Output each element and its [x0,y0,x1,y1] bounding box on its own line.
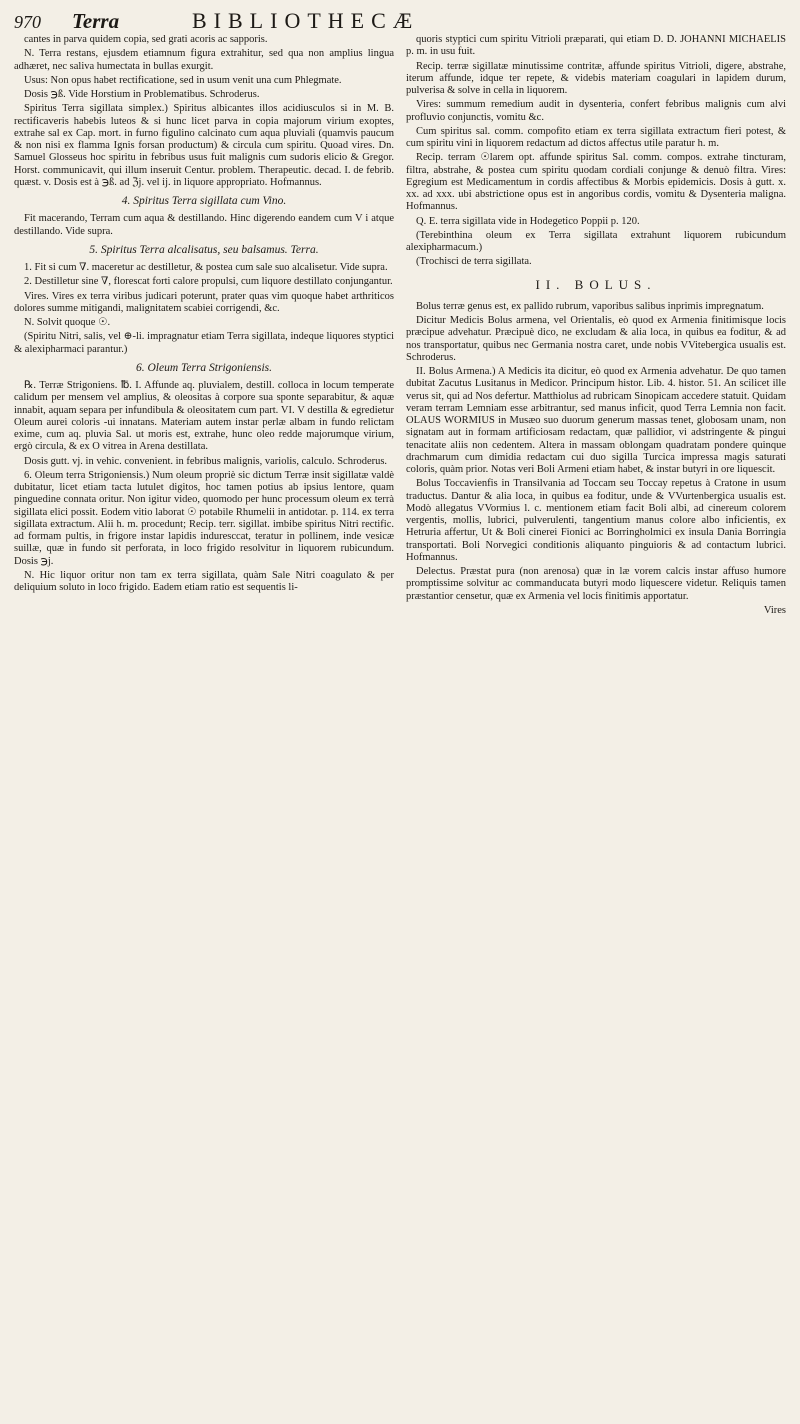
running-header [14,8,786,34]
paragraph: N. Solvit quoque ☉. [24,317,111,328]
paragraph: Dosis ℈ß. Vide Horstium in Problematibus. Schroderus. [24,89,260,100]
section-heading: II. BOLUS. [535,276,657,292]
paragraph: II. Bolus Armena.) A Medicis ita dicitur, eò quod ex Armenia advehatur. De quo tamen dubitat Zacutus Lusitanus in Medicor. Principum histor. Lib. 4. histor. 51. An scilicet ille verus sit, qui ad Nos defertur. Matthiolus ad rubricam Sinopicam accedere statuit. Quidam veram terram Lemniam esse arbitrantur, sed manus inficit, quod Terra Lemnia non facit. OLAUS WORMIUS in Musæo suo duorum generum massas tenet, globosam unam, non signatam aut in formam artificiosam redactam, quæ pallidior, vi adstringente & pingui tenacitate aliis non cedentem. Altera in massam oblongam quadratam pondere quinque drachmarum cum dimidia redactam cui duo sigilla Turcica impressa magis saturati coloris, quàm prior. Notas veri Boli Armeni etiam habet, & instar butyri in ore liquescit. [406,366,786,475]
paragraph: Bolus Toccavienfis in Transilvania ad Toccam seu Toccay repetus à Cratone in usum traductus. Dantur & alia loca, in quibus ea foditur, unde & VVurtenbergica usualis est. Modò allegatus VVormius l. c. mentionem etiam facit Boli albi, ad cinereum colorem vergentis, mollis, lubrici, pulverulenti, tangentium manus colore albo inficientis, ex Hetruria affertur, Ut & Boli cinerei Fionici ac Borringholmici ex insula Dania Borringia transportati. Boli Norvegici conditionis aliquanto pinguioris & ad contactum lubrici. Hofmannus. [406,478,786,563]
left-column [14,34,394,1414]
paragraph: Fit macerando, Terram cum aqua & destillando. Hinc digerendo eandem cum V i atque destillando. Vide supra. [14,213,394,237]
paragraph: Q. E. terra sigillata vide in Hodegetico Poppii p. 120. [416,215,640,227]
paragraph: Vires: summum remedium audit in dysenteria, confert febribus malignis cum alvi profluvio conjunctis, vomitu &c. [406,99,786,123]
running-title: BIBLIOTHECÆ [192,8,420,33]
page-number: 970 [14,12,41,32]
paragraph: (Terebinthina oleum ex Terra sigillata extrahunt liquorem rubicundum alexipharmacum.) [406,229,786,253]
paragraph: quoris styptici cum spiritu Vitrioli præparati, qui etiam D. D. JOHANNI MICHAELIS p. m. in usu fuit. [406,34,786,58]
catchword: Vires [763,604,786,616]
paragraph: Dicitur Medicis Bolus armena, vel Orientalis, eò quod ex Armenia finitimisque locis præcipue advehatur. Præcipuè dico, ne excludam & alia loca, in quibus ea foditur, & ad nos transportatur, quibus nec Germania nostra caret, unde nobis VVitebergica usualis est. Schroderus. [406,315,786,363]
paragraph: Usus: Non opus habet rectificatione, sed in usum venit una cum Phlegmate. [24,74,342,86]
paragraph: Dosis gutt. vj. in vehic. convenient. in febribus malignis, variolis, calculo. Schroderus. [24,455,388,467]
paragraph: Recip. terram ☉larem opt. affunde spiritus Sal. comm. compos. extrahe tincturam, filtra, abstrahe, & postea cum spiritu quodam cordiali conjunge & denuò filtra. Vires: Egregium est Medicamentum in cordis affectibus & Morbis epidemicis. Dosis à gutt. x. xx. ad xxx. ubi abstrictione opus est in angoribus cordis, vomitu & Dysenteria maligna. Hofmannus. [406,152,786,213]
section-heading: 5. Spiritus Terra alcalisatus, seu balsamus. Terra. [89,243,319,256]
paragraph: 1. Fit si cum ∇. maceretur ac destilletur, & postea cum sale suo alcalisetur. Vide supra. [24,262,388,273]
paragraph: Spiritus Terra sigillata simplex.) Spiritus albicantes illos acidiusculos si in M. B. rectificaveris habebis luteos & si hunc licet parva in copia majorum virium exoptes, extrahe sal ex Cap. mort. in furno figulino calcinato cum aqua pluviali (quamvis paucum & non nisi ex flamma Ignis forsan productum) & circula cum spiritu. Quoad vires. Dn. Samuel Glosseus hoc spiritu in febribus usus fuit malignis cum sudoris elicio & Gregor. Horst. communicavit, qui illum inseruit Centur. problem. Therapeutic. decad. I. de febrib. quæst. v. Dosis est à ℈ß. ad ℨj. vel ij. in liquore appropriato. Hofmannus. [14,103,394,188]
paragraph: N. Hic liquor oritur non tam ex terra sigillata, quàm Sale Nitri coagulato & per deliquium soluto in loco frigido. Eadem etiam ratio est sequentis li- [14,569,394,593]
text-columns [14,34,786,1414]
paragraph: Bolus terræ genus est, ex pallido rubrum, vaporibus salibus inprimis impregnatum. [416,300,764,312]
running-word: Terra [72,9,120,33]
paragraph: Cum spiritus sal. comm. compofito etiam ex terra sigillata extractum fieri potest, & cum spiritu vini in liquorem redactum ad dictos affectus utile paratur h. m. [406,125,786,149]
paragraph: Delectus. Præstat pura (non arenosa) quæ in læ vorem calcis instar affuso humore promptissime solvitur ac commanducata butyri modo liquescere videtur. Reliquis tamen præstantior censetur, quæ ex Armenia vel locis finitimis apportatur. [406,566,786,602]
paragraph: N. Terra restans, ejusdem etiamnum figura extrahitur, sed qua non amplius lingua adhæret, nec saliva humectata in bullas exurgit. [14,48,394,72]
paragraph: cantes in parva quidem copia, sed grati acoris ac sapporis. [24,34,268,45]
paragraph: (Trochisci de terra sigillata. [416,256,532,268]
paragraph: 2. Destilletur sine ∇, florescat forti calore propulsi, cum liquore destillato conjungantur. [24,276,393,288]
paragraph: ℞. Terræ Strigoniens. ℔. I. Affunde aq. pluvialem, destill. colloca in locum temperate calidum per mensem vel amplius, & oleositas à corpore sua sponte separabitur, & aquæ innabit, aquam separa per infundibula & oleositatem cum part. VI. V destilla & egredietur Oleum aurei coloris -ui innatans. Materiam autem instar perlæ albam in fundo relictam exime, cum aq. pluvia Sal. ut moris est, extrahe, hunc oleo redde majorumque virium, ergò circula, & ex O vitrea in Arena destillata. [14,380,394,453]
paragraph: Recip. terræ sigillatæ minutissime contritæ, affunde spiritus Vitrioli, digere, abstrahe, iterum affunde, idque ter repete, & videbis materiam coagulari in lapidem durum, pulverisa & solve in cella in liquorem. [406,60,786,96]
section-heading: 4. Spiritus Terra sigillata cum Vino. [121,195,287,207]
paragraph: Vires. Vires ex terra viribus judicari poterunt, prater quas vim quoque habet arthriticos dolores summe mitigandi, malignitatem scabiei corrigendi, &c. [14,290,394,314]
right-column [406,34,786,1414]
paragraph: 6. Oleum terra Strigoniensis.) Num oleum propriè sic dictum Terræ insit sigillatæ valdè dubitatur, licet etiam tacta lutulet digitos, hoc tamen potius ab ipsius lentore, quam pinguedine connata oritur. Non igitur video, quomodo per hunc processum oleum ex terrà sigillata elici possit. Eodem vitio laborat ☉ potabile Rhumelii in antidotar. p. 114. ex terra sigillata extractum. Alii h. m. procedunt; Recip. terr. sigillat. imbibe spiritus Nitri rectific. ad formam pultis, in frigore instar lapidis induresccat, teratur in pollinem, inde vesicæ suillæ, quæ in fundo sit perforata, in loco frigido resolvitur in liquorem rubicundum. Dosis ℈j. [14,469,394,567]
section-heading: 6. Oleum Terra Strigoniensis. [136,361,272,374]
paragraph: (Spiritu Nitri, salis, vel ⊕-li. impragnatur etiam Terra sigillata, indeque liquores styptici & alexipharmaci parantur.) [14,331,394,355]
